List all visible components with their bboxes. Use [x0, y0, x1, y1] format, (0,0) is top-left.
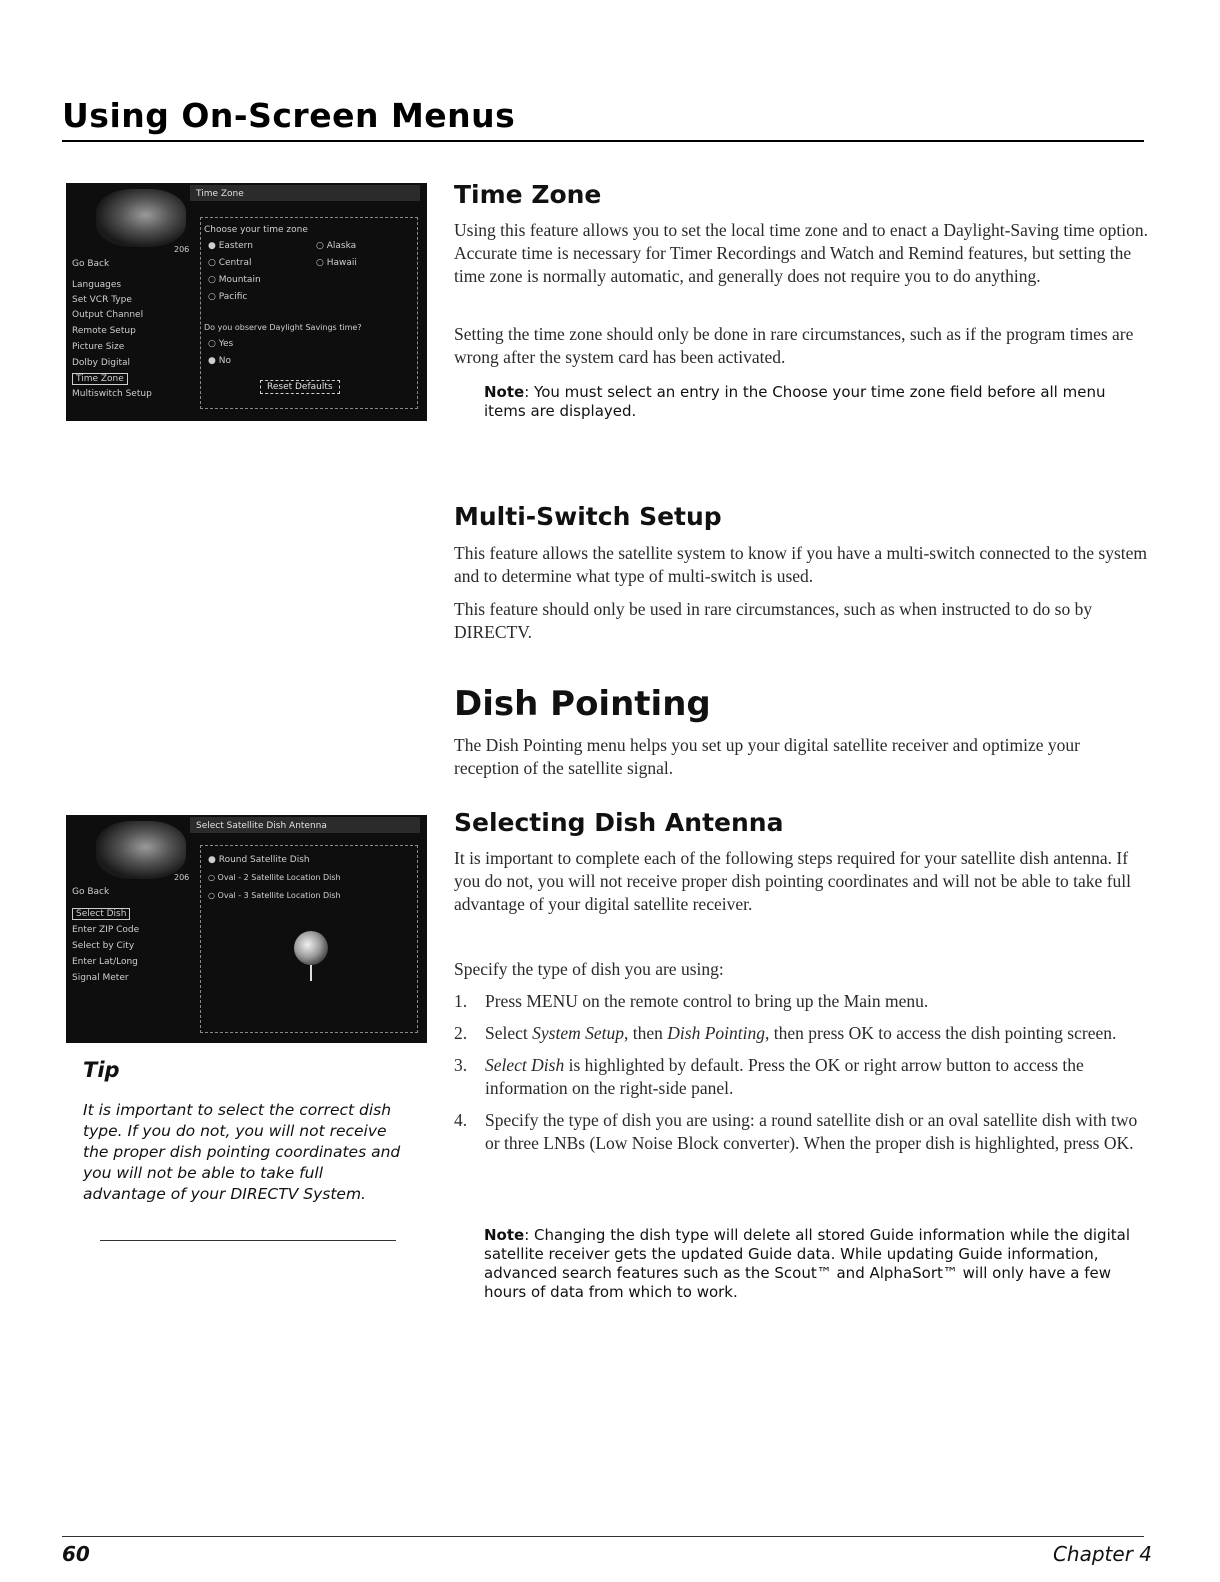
eastern-label: Eastern [218, 241, 253, 251]
time-zone-heading: Time Zone [454, 180, 602, 209]
menu-item-languages[interactable]: Languages [72, 280, 122, 290]
yes-label: Yes [218, 339, 234, 349]
menu-item-multiswitch-setup[interactable]: Multiswitch Setup [72, 389, 152, 399]
mountain-label: Mountain [218, 275, 261, 285]
dish-pointing-heading: Dish Pointing [454, 684, 711, 724]
step-4: 4. Specify the type of dish you are using: a round satellite dish or an oval satellite dish with two or three LNBs (Low Noise Block converter). When the proper dish is highlighted, press OK. [454, 1110, 1138, 1153]
radio-dst-yes[interactable]: ○ Yes [208, 339, 234, 349]
satellite-dish-icon [294, 931, 328, 965]
dish-pointing-paragraph: The Dish Pointing menu helps you set up your digital satellite receiver and optimize your reception of the satellite signal. [454, 735, 1080, 778]
screen-title: Select Satellite Dish Antenna [196, 821, 327, 831]
page-header-title: Using On-Screen Menus [62, 96, 516, 135]
multi-switch-paragraph-1: This feature allows the satellite system to know if you have a multi-switch connected to the system and to determine what type of multi-switch is used. [454, 543, 1148, 586]
radio-mountain[interactable]: ○ Mountain [208, 275, 261, 285]
channel-number: 206 [174, 873, 190, 882]
time-zone-note [484, 383, 1144, 421]
step-3: 3. Select Dish is highlighted by default. Press the OK or right arrow button to access the information on the right-side panel. [454, 1055, 1084, 1098]
menu-item-enter-lat-long[interactable]: Enter Lat/Long [72, 957, 138, 967]
channel-number: 206 [174, 245, 190, 254]
note-text: : You must select an entry in the Choose your time zone field before all menu items are displayed. [484, 383, 1106, 420]
oval-2-dish-label: Oval - 2 Satellite Location Dish [217, 873, 341, 882]
menu-item-go-back[interactable]: Go Back [72, 259, 110, 269]
selecting-dish-heading: Selecting Dish Antenna [454, 808, 784, 837]
note-label: Note [484, 1226, 525, 1244]
radio-oval-2-dish[interactable]: ○ Oval - 2 Satellite Location Dish [208, 873, 341, 882]
oval-3-dish-label: Oval - 3 Satellite Location Dish [217, 891, 341, 900]
menu-item-set-vcr-type[interactable]: Set VCR Type [72, 295, 132, 305]
tip-text: It is important to select the correct dish type. If you do not, you will not receive the proper dish pointing coordinates and you will not be able to take full advantage of your DIRECTV System. [83, 1101, 401, 1203]
dish-stand-icon [310, 965, 312, 981]
dish-note [484, 1226, 1144, 1302]
tip-title: Tip [83, 1058, 120, 1082]
time-zone-paragraph-2: Setting the time zone should only be done in rare circumstances, such as if the program times are wrong after the system card has been activated. [454, 324, 1134, 367]
reset-defaults-button[interactable]: Reset Defaults [260, 380, 340, 394]
selecting-dish-paragraph-1: It is important to complete each of the following steps required for your satellite dish antenna. If you do not, you will not receive proper dish pointing coordinates and will not be able to take full advantage of your digital satellite receiver. [454, 848, 1132, 914]
dish-steps-list [454, 990, 1154, 1164]
multi-switch-paragraph-2: This feature should only be used in rare circumstances, such as when instructed to do so by DIRECTV. [454, 599, 1093, 642]
multi-switch-heading: Multi-Switch Setup [454, 502, 722, 531]
no-label: No [218, 356, 231, 366]
menu-item-remote-setup[interactable]: Remote Setup [72, 326, 136, 336]
dst-question: Do you observe Daylight Savings time? [204, 323, 362, 332]
page-number: 60 [62, 1542, 90, 1566]
tip-divider [100, 1240, 396, 1241]
pacific-label: Pacific [218, 292, 248, 302]
time-zone-prompt: Choose your time zone [204, 225, 308, 235]
menu-item-output-channel[interactable]: Output Channel [72, 310, 144, 320]
selecting-dish-paragraph-2: Specify the type of dish you are using: [454, 959, 724, 979]
menu-item-dolby-digital[interactable]: Dolby Digital [72, 358, 131, 368]
radio-alaska[interactable]: ○ Alaska [316, 241, 357, 251]
note-label: Note [484, 383, 525, 401]
time-zone-paragraph-1: Using this feature allows you to set the local time zone and to enact a Daylight-Saving time option. Accurate time is necessary for Timer Recordings and Watch and Remind features, but setting the time zone is normally automatic, and generally does not require you to do anything. [454, 220, 1149, 286]
note-text: : Changing the dish type will delete all stored Guide information while the digital satellite receiver gets the updated Guide data. While updating Guide information, advanced search features such as the Scout™ and AlphaSort™ will only have a few hours of data from which to work. [484, 1226, 1130, 1301]
radio-pacific[interactable]: ○ Pacific [208, 292, 248, 302]
hawaii-label: Hawaii [326, 258, 357, 268]
radio-oval-3-dish[interactable]: ○ Oval - 3 Satellite Location Dish [208, 891, 341, 900]
central-label: Central [218, 258, 252, 268]
select-dish-screen [66, 815, 427, 1043]
menu-item-go-back[interactable]: Go Back [72, 887, 110, 897]
radio-round-dish[interactable]: ● Round Satellite Dish [208, 855, 310, 865]
menu-item-enter-zip-code[interactable]: Enter ZIP Code [72, 925, 140, 935]
time-zone-screen [66, 183, 427, 421]
menu-item-select-dish[interactable]: Select Dish [72, 908, 130, 920]
footer-divider [62, 1536, 1144, 1537]
radio-central[interactable]: ○ Central [208, 258, 252, 268]
menu-item-select-by-city[interactable]: Select by City [72, 941, 135, 951]
step-2: 2. Select System Setup, then Dish Pointing, then press OK to access the dish pointing screen. [454, 1023, 1117, 1043]
directv-logo-image [96, 189, 186, 247]
radio-hawaii[interactable]: ○ Hawaii [316, 258, 357, 268]
round-dish-label: Round Satellite Dish [218, 855, 310, 865]
menu-item-time-zone[interactable]: Time Zone [72, 373, 128, 385]
chapter-label: Chapter 4 [1052, 1542, 1152, 1566]
alaska-label: Alaska [326, 241, 357, 251]
screen-title: Time Zone [196, 189, 244, 199]
radio-eastern[interactable]: ● Eastern [208, 241, 253, 251]
directv-logo-image [96, 821, 186, 879]
header-divider [62, 140, 1144, 142]
step-1: 1. Press MENU on the remote control to bring up the Main menu. [454, 991, 929, 1011]
menu-item-picture-size[interactable]: Picture Size [72, 342, 125, 352]
radio-dst-no[interactable]: ● No [208, 356, 231, 366]
menu-item-signal-meter[interactable]: Signal Meter [72, 973, 129, 983]
